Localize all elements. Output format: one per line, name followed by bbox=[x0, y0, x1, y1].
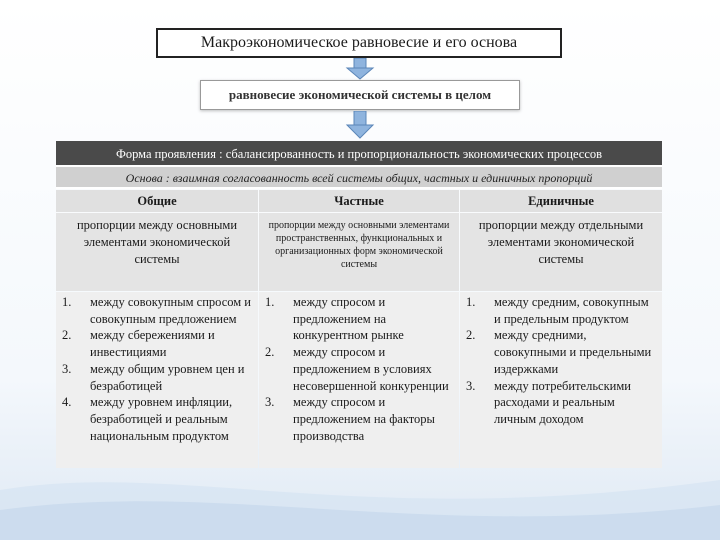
proportion-general: пропорции между основными элементами экономической системы bbox=[56, 213, 258, 291]
list-general bbox=[56, 292, 258, 468]
list-item: 2. между спросом и предложением в условиях несовершенной конкуренции bbox=[265, 345, 449, 393]
list-item: 1. между совокупным спросом и совокупным предложением bbox=[62, 295, 251, 326]
list-item: 3. между спросом и предложением на факторы производства bbox=[265, 395, 435, 443]
list-partial bbox=[259, 292, 459, 468]
list-item: 3. между общим уровнем цен и безработицей bbox=[62, 361, 245, 393]
list-item: 4. между уровнем инфляции, безработицей и реальным национальным продуктом bbox=[62, 395, 233, 443]
proportion-partial: пропорции между основными элементами пространственных, функциональных и организационных форм экономической системы bbox=[259, 213, 459, 291]
basis-bar: Основа : взаимная согласованность всей системы общих, частных и единичных пропорций bbox=[56, 167, 662, 189]
list-item: 3. между потребительскими расходами и реальным личным доходом bbox=[466, 378, 631, 426]
proportion-single: пропорции между отдельными элементами экономической системы bbox=[460, 213, 662, 291]
column-header-single: Единичные bbox=[460, 190, 662, 212]
column-header-partial: Частные bbox=[259, 190, 459, 212]
diagram-title: Макроэкономическое равновесие и его основа bbox=[156, 28, 562, 58]
list-item: 1. между средним, совокупным и предельным продуктом bbox=[466, 295, 649, 326]
list-item: 1. между спросом и предложением на конкурентном рынке bbox=[265, 295, 404, 343]
system-equilibrium-box: равновесие экономической системы в целом bbox=[200, 80, 520, 110]
down-arrow-icon bbox=[345, 58, 375, 80]
list-item: 2. между средними, совокупными и предельными издержками bbox=[466, 328, 652, 376]
list-item: 2. между сбережениями и инвестициями bbox=[62, 328, 215, 360]
column-header-general: Общие bbox=[56, 190, 258, 212]
down-arrow-icon bbox=[345, 111, 375, 139]
manifestation-form-bar: Форма проявления : сбалансированность и пропорциональность экономических процессов bbox=[56, 141, 662, 167]
list-single bbox=[460, 292, 662, 468]
